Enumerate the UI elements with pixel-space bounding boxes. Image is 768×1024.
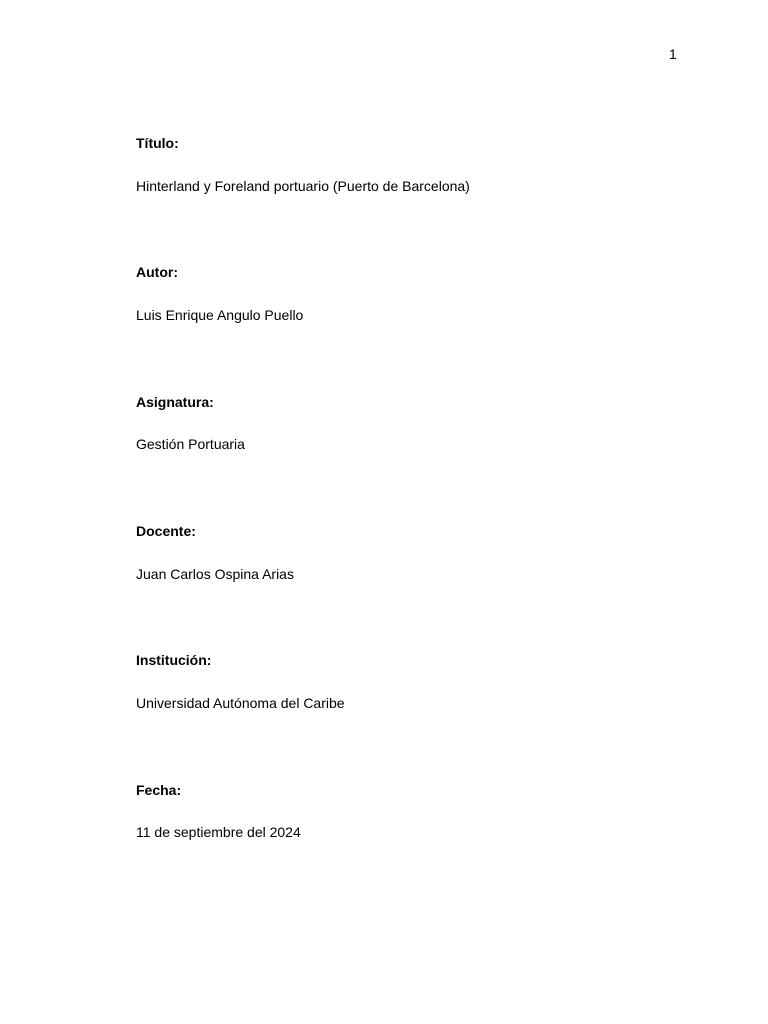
teacher-value: Juan Carlos Ospina Arias (136, 566, 294, 582)
author-value: Luis Enrique Angulo Puello (136, 307, 304, 323)
subject-value: Gestión Portuaria (136, 436, 245, 452)
page-number: 1 (669, 46, 677, 62)
teacher-label: Docente: (136, 523, 196, 539)
institution-label: Institución: (136, 652, 212, 668)
date-label: Fecha: (136, 782, 182, 798)
subject-label: Asignatura: (136, 394, 214, 410)
title-label: Título: (136, 135, 179, 151)
title-value: Hinterland y Foreland portuario (Puerto de Barcelona) (136, 178, 470, 194)
institution-value: Universidad Autónoma del Caribe (136, 695, 345, 711)
date-value: 11 de septiembre del 2024 (136, 824, 301, 840)
author-label: Autor: (136, 264, 178, 280)
